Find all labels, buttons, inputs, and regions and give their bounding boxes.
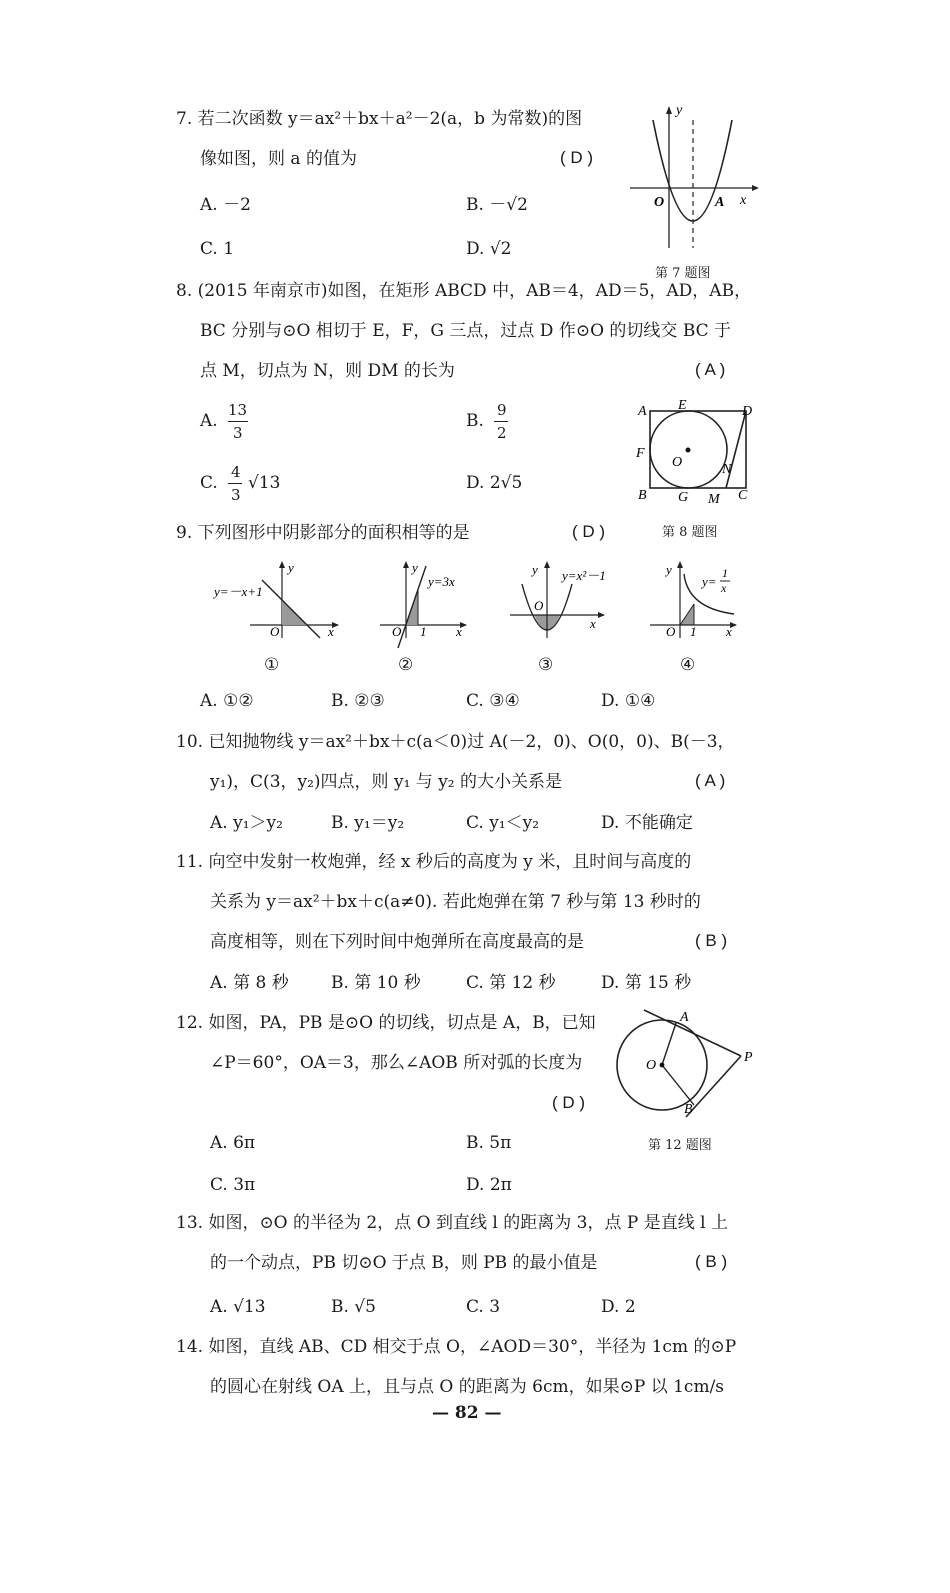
q7-option-a: A. －2: [200, 195, 251, 215]
q9-option-a: A. ①②: [200, 691, 254, 711]
page-number: — 82 —: [432, 1403, 502, 1423]
q13-answer: ( B ): [695, 1252, 728, 1271]
q8-line2: BC 分别与⊙O 相切于 E，F，G 三点，过点 D 作⊙O 的切线交 BC 于: [200, 321, 732, 341]
q8-option-b-denominator: 2: [497, 424, 507, 442]
q9-graph-2-number: ②: [398, 655, 414, 675]
q7-option-d: D. √2: [466, 239, 512, 259]
q9-graph-4-equation-denominator: x: [721, 581, 727, 595]
q12-line2: ∠P＝60°，OA＝3，那么∠AOB 所对弧的长度为: [210, 1053, 583, 1073]
q9-graph-4-equation-prefix: y=: [702, 574, 717, 589]
q9-graph-3: [506, 560, 616, 640]
q8-option-a-prefix: A.: [200, 411, 218, 431]
q10-option-a: A. y₁＞y₂: [210, 813, 283, 833]
q13-line1: 13. 如图，⊙O 的半径为 2，点 O 到直线 l 的距离为 3，点 P 是直线 l 上: [176, 1213, 728, 1233]
q9-graph-2-x: x: [456, 624, 462, 639]
q11-line3: 高度相等，则在下列时间中炮弹所在高度最高的是: [210, 932, 584, 952]
q9-graph-2-o: O: [392, 624, 402, 639]
q8-option-c-denominator: 3: [231, 486, 241, 504]
q11-answer: ( B ): [695, 931, 728, 950]
q9-graph-4-x: x: [726, 624, 732, 639]
q12-fig-b: B: [684, 1102, 693, 1117]
q9-graph-4: [648, 560, 748, 640]
q7-option-c: C. 1: [200, 239, 235, 259]
q10-option-c: C. y₁＜y₂: [466, 813, 540, 833]
q10-option-d: D. 不能确定: [601, 813, 693, 833]
q9-graph-4-y: y: [666, 562, 672, 577]
q9-graph-2-equation: y=3x: [428, 574, 455, 589]
q13-line2: 的一个动点，PB 切⊙O 于点 B，则 PB 的最小值是: [210, 1253, 598, 1273]
q9-graph-4-o: O: [666, 624, 676, 639]
q8-rectangle-circle-figure: [630, 395, 760, 510]
q9-graph-2-y: y: [412, 560, 418, 575]
q7-fig-x-label: x: [740, 193, 747, 208]
q8-fig-c: C: [738, 488, 748, 503]
q9-graph-2: [376, 560, 476, 640]
q11-option-a: A. 第 8 秒: [210, 973, 289, 993]
q13-option-c: C. 3: [466, 1297, 501, 1317]
q9-graph-3-y: y: [532, 562, 538, 577]
q8-answer: ( A ): [695, 360, 726, 379]
q8-fig-n: N: [722, 462, 732, 477]
q8-line3: 点 M，切点为 N，则 DM 的长为: [200, 361, 455, 381]
q9-option-b: B. ②③: [331, 691, 385, 711]
q7-caption: 第 7 题图: [655, 266, 711, 281]
q9-graph-4-one: 1: [690, 624, 697, 639]
q7-line2: 像如图，则 a 的值为: [200, 149, 357, 169]
q13-option-b: B. √5: [331, 1297, 376, 1317]
q7-option-b: B. －√2: [466, 195, 528, 215]
q9-graph-4-number: ④: [680, 655, 696, 675]
q8-option-a-denominator: 3: [233, 424, 243, 442]
q9-graph-3-number: ③: [538, 655, 554, 675]
q9-graph-1-equation: y=－x+1: [214, 584, 263, 599]
q10-answer: ( A ): [695, 771, 726, 790]
q11-option-d: D. 第 15 秒: [601, 973, 692, 993]
q9-graph-1-y: y: [288, 560, 294, 575]
q8-option-b-prefix: B.: [466, 411, 484, 431]
q13-option-d: D. 2: [601, 1297, 636, 1317]
q9-option-d: D. ①④: [601, 691, 656, 711]
q12-option-d: D. 2π: [466, 1175, 512, 1195]
q9-graph-1: [210, 560, 340, 640]
q12-tangent-figure: [608, 1005, 758, 1125]
q8-option-c-prefix: C.: [200, 473, 218, 493]
q8-option-d: D. 2√5: [466, 473, 523, 493]
q12-answer: ( D ): [552, 1093, 586, 1112]
q9-graph-3-equation: y=x²－1: [562, 568, 606, 583]
q9-graph-3-o: O: [534, 598, 544, 613]
q8-fig-g: G: [678, 490, 689, 505]
q11-option-b: B. 第 10 秒: [331, 973, 421, 993]
q8-option-b-numerator: 9: [497, 401, 507, 419]
q8-fig-f: F: [636, 446, 645, 461]
q9-line1: 9. 下列图形中阴影部分的面积相等的是: [176, 523, 470, 543]
q9-graph-4-equation-numerator: 1: [722, 566, 728, 580]
q8-fig-b: B: [638, 488, 647, 503]
q7-fig-o-label: O: [654, 195, 665, 210]
q11-option-c: C. 第 12 秒: [466, 973, 556, 993]
q8-option-a-numerator: 13: [228, 401, 248, 419]
q9-graph-3-x: x: [590, 616, 596, 631]
q14-line1: 14. 如图，直线 AB、CD 相交于点 O，∠AOD＝30°，半径为 1cm 的⊙P: [176, 1337, 737, 1357]
q12-fig-p: P: [744, 1050, 753, 1065]
q11-line1: 11. 向空中发射一枚炮弹，经 x 秒后的高度为 y 米，且时间与高度的: [176, 852, 692, 872]
q7-line1: 7. 若二次函数 y＝ax²＋bx＋a²－2(a，b 为常数)的图: [176, 109, 583, 129]
q8-fig-d: D: [742, 404, 753, 419]
q12-line1: 12. 如图，PA，PB 是⊙O 的切线，切点是 A，B，已知: [176, 1013, 596, 1033]
q8-line1: 8. (2015 年南京市)如图，在矩形 ABCD 中，AB＝4，AD＝5，AD，AB，: [176, 281, 752, 301]
q9-option-c: C. ③④: [466, 691, 520, 711]
q9-graph-1-x: x: [328, 624, 334, 639]
q7-fig-y-label: y: [676, 103, 683, 118]
q7-answer: ( D ): [560, 148, 594, 167]
q13-option-a: A. √13: [210, 1297, 266, 1317]
q12-option-b: B. 5π: [466, 1133, 512, 1153]
q8-fig-o: O: [672, 455, 683, 470]
q9-graph-2-one: 1: [420, 624, 427, 639]
q12-caption: 第 12 题图: [648, 1138, 712, 1153]
q11-line2: 关系为 y＝ax²＋bx＋c(a≠0). 若此炮弹在第 7 秒与第 13 秒时的: [210, 892, 701, 912]
q7-fig-a-label: A: [715, 195, 725, 210]
q8-fig-e: E: [678, 398, 687, 413]
q9-graph-1-number: ①: [264, 655, 280, 675]
q12-option-a: A. 6π: [210, 1133, 256, 1153]
q7-parabola-figure: [620, 100, 760, 250]
q8-option-c-radical: √13: [248, 473, 281, 493]
q12-fig-a: A: [680, 1010, 689, 1025]
q10-line2: y₁)，C(3，y₂)四点，则 y₁ 与 y₂ 的大小关系是: [210, 772, 563, 792]
q10-option-b: B. y₁＝y₂: [331, 813, 405, 833]
q8-fig-m: M: [708, 492, 720, 507]
q8-caption: 第 8 题图: [662, 525, 718, 540]
q9-graph-1-o: O: [270, 624, 280, 639]
q8-option-c-numerator: 4: [231, 463, 241, 481]
q12-option-c: C. 3π: [210, 1175, 256, 1195]
q12-fig-o: O: [646, 1058, 657, 1073]
q8-fig-a: A: [638, 404, 647, 419]
q10-line1: 10. 已知抛物线 y＝ax²＋bx＋c(a＜0)过 A(－2，0)、O(0，0)、B(－3，: [176, 732, 735, 752]
q9-answer: ( D ): [572, 522, 606, 541]
q14-line2: 的圆心在射线 OA 上，且与点 O 的距离为 6cm，如果⊙P 以 1cm/s: [210, 1377, 725, 1397]
